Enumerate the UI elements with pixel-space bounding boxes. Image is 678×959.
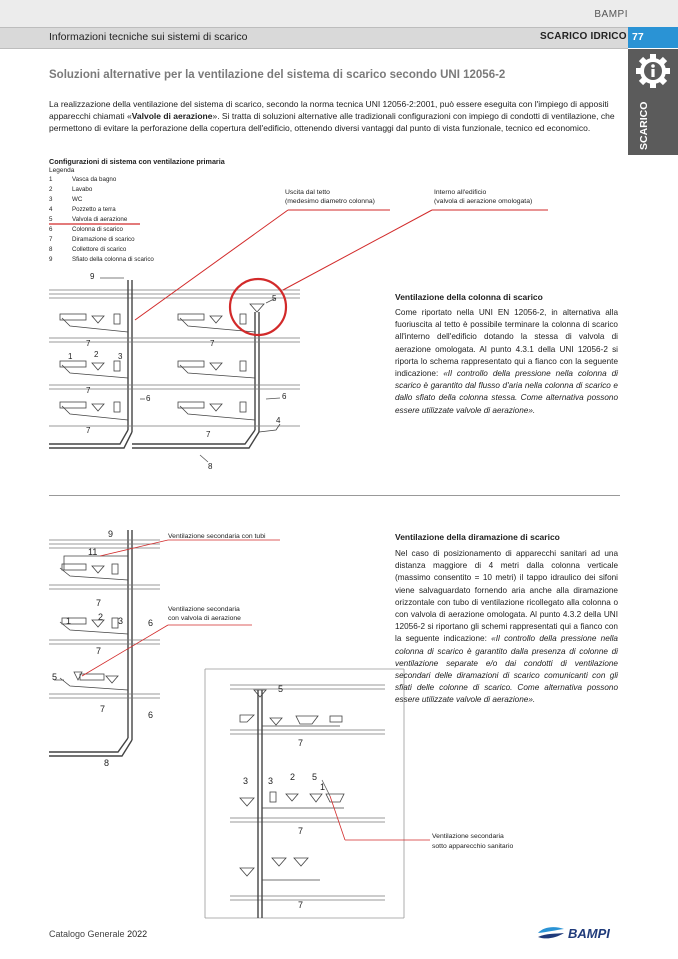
bampi-logo-icon [536,924,566,942]
fig1-label-9: 9 [90,272,95,281]
fig1-label-5: 5 [272,294,277,303]
legend-label: Valvola di aerazione [72,216,128,223]
side-label: SCARICO [638,101,650,150]
legend-label: Lavabo [72,186,93,193]
section2-text: Nel caso di posizionamento di apparecchi sanitari ad una distanza maggiore di 4 metri dalla colonna verticale (massimo consentito = 10 metri) il tappo idraulico dei sifoni viene salvaguardato fornendo aria anche alla diramazione orizzontale con tubo di ventilazione ricollegato alla colonna o con valvola di aerazione omologata. Al punto 4.3.2 della UNI 12056-2 si riportano gli schemi rappresentati qui a fianco con la seguente indicazione: [395,549,618,644]
fig1-label-3: 3 [118,352,123,361]
fig1-label-1: 1 [68,352,73,361]
fig3-label-7c: 7 [298,900,304,910]
fig2-label-7b: 7 [96,646,102,656]
fig2-label-7a: 7 [96,598,102,608]
fig3-label-2: 2 [290,772,296,782]
fig2-label-6a: 6 [148,618,154,628]
legend-number: 3 [49,196,53,203]
legend-number: 5 [49,216,53,223]
intro-text-a: La realizzazione della ventilazione del sistema di scarico, secondo la norma tecnica UNI 12056-2:2001, può essere eseguita con l'impiego di appositi apparecchi chiamati « [49,99,609,121]
figure1-title: Configurazioni di sistema con ventilazione primaria [49,157,225,166]
fig2-label-9: 9 [108,529,114,539]
fig2-label-5a: 5 [52,672,58,682]
legend-number: 2 [49,186,53,193]
callout-internal-line2: (valvola di aerazione omologata) [434,198,533,205]
legend-number: 9 [49,256,53,263]
legend-number: 8 [49,246,53,253]
legend-label: WC [72,196,83,203]
fig2-label-1: 1 [66,616,72,626]
legend-label: Colonna di scarico [72,226,123,233]
callout-secondary-valve-line2: con valvola di aerazione [168,615,241,622]
callout-secondary-tubes: Ventilazione secondaria con tubi [168,533,266,540]
callout-under-fixture-line2: sotto apparecchio sanitario [432,843,514,850]
legend-number: 1 [49,176,53,183]
fig3-label-1: 1 [320,782,326,792]
fig1-label-7c: 7 [86,386,91,395]
fig1-label-7d: 7 [86,426,91,435]
legend-label: Diramazione di scarico [72,236,135,243]
fig1-label-8: 8 [208,462,213,471]
intro-text-b: ». Si tratta di soluzioni alternative alle tradizionali configurazioni con impiego di condotti di ventilazione, che permettono di evitare la perforazione della copertura dell'edificio, ottenendo diversi vantaggi dal punto di vista funzionale, tecnico ed economico. [49,111,615,133]
callout-roof-line2: (medesimo diametro colonna) [285,198,375,205]
section2-quote: «Il controllo della pressione nella colonna di scarico è garantito dalla presenza di colonne di ventilazione separate e/o dai condotti di ventilazione secondari delle diramazioni di scarico comunicanti con gli sfiati delle colonne di scarico. Come alternativa possono essere utilizzate valvole di aerazione». [395,634,618,705]
section1-quote: «Il controllo della pressione nella colonna di scarico è garantito dal flusso d'aria nella colonna di scarico e dallo sfiato della colonna stessa. Come alternativa possono essere utilizzate valvole di aerazione». [395,369,618,415]
page-number: 77 [632,31,644,43]
fig3-label-7b: 7 [298,826,304,836]
footer-catalog [49,929,147,939]
page-title: Soluzioni alternative per la ventilazione del sistema di scarico secondo UNI 12056-2 [49,69,506,81]
legend-number: 4 [49,206,53,213]
fig3-label-5a: 5 [278,684,284,694]
legend-label: Collettore di scarico [72,246,127,253]
footer-year: 2022 [127,929,148,939]
intro-bold: Valvole di aerazione [131,111,213,121]
footer-catalog-label: Catalogo Generale [49,929,125,939]
fig1-label-7a: 7 [86,339,91,348]
legend-number: 6 [49,226,53,233]
legend-title: Legenda [49,167,75,174]
legend-label: Vasca da bagno [72,176,117,183]
fig3-label-3b: 3 [268,776,274,786]
fig2-label-7c: 7 [100,704,106,714]
footer-logo: BAMPI [568,926,610,941]
fig1-label-7e: 7 [206,430,211,439]
section2-heading: Ventilazione della diramazione di scarico [395,532,560,542]
section-tag: SCARICO IDRICO [540,31,627,42]
section1-heading: Ventilazione della colonna di scarico [395,292,543,302]
fig2-label-2: 2 [98,612,104,622]
fig3-label-5b: 5 [312,772,318,782]
header-brand: BAMPI [594,9,628,20]
fig2-label-8: 8 [104,758,110,768]
callout-secondary-valve-line1: Ventilazione secondaria [168,606,240,613]
fig1-label-2: 2 [94,350,99,359]
fig2-label-11: 11 [88,547,98,557]
legend-label: Pozzetto a terra [72,206,116,213]
callout-under-fixture-line1: Ventilazione secondaria [432,833,504,840]
fig1-label-6b: 6 [282,392,287,401]
fig3-label-3a: 3 [243,776,249,786]
fig3-label-7a: 7 [298,738,304,748]
legend-label: Sfiato della colonna di scarico [72,256,154,263]
subheader-title: Informazioni tecniche sui sistemi di scarico [49,31,248,43]
fig1-label-4: 4 [276,416,281,425]
section2-body [395,548,618,707]
callout-roof-line1: Uscita dal tetto [285,189,330,196]
fig1-label-6a: 6 [146,394,151,403]
callout-internal-line1: Interno all'edificio [434,189,487,196]
legend-number: 7 [49,236,53,243]
section1-text: Come riportato nella UNI EN 12056-2, in alternativa alla fuoriuscita al tetto è possibile terminare la colonna di scarico all'interno dell'edificio dotando la stessa di valvola di aerazione omologata. Al punto 4.3.1 della UNI 12056-2 si riporta lo schema rappresentato qui a fianco con la seguente indicazione: [395,308,618,379]
fig1-label-7b: 7 [210,339,215,348]
fig2-label-6b: 6 [148,710,154,720]
fig2-label-3: 3 [118,616,124,626]
